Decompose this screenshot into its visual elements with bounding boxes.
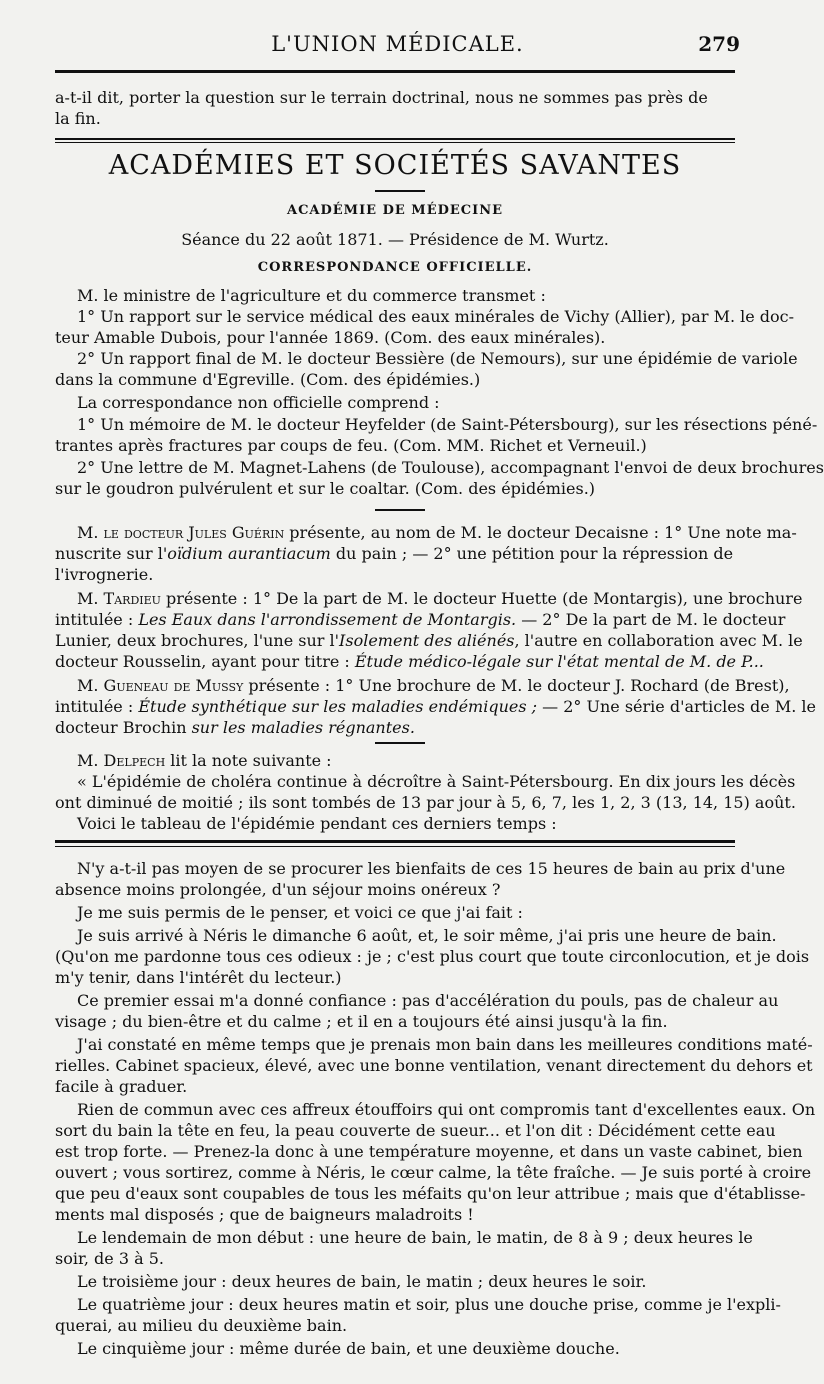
text-line xyxy=(55,651,764,672)
text-line: Je suis arrivé à Néris le dimanche 6 août, et, le soir même, j'ai pris une heure de bain. xyxy=(77,926,777,945)
text-line xyxy=(55,588,803,609)
speaker-name: M. Delpech xyxy=(77,751,166,770)
text-line: Le quatrième jour : deux heures matin et soir, plus une douche prise, comme je l'expli- xyxy=(77,1295,781,1314)
text-line: que peu d'eaux sont coupables de tous les méfaits qu'on leur attribue ; mais que d'établisse- xyxy=(55,1184,806,1203)
text-run: lit la note suivante : xyxy=(165,751,332,770)
italic-text: Les Eaux dans l'arrondissement de Montargis. xyxy=(138,610,517,629)
text-line: facile à graduer. xyxy=(55,1077,188,1096)
text-line: ont diminué de moitié ; ils sont tombés de 13 par jour à 5, 6, 7, les 1, 2, 3 (13, 14, 15) août. xyxy=(55,793,796,812)
text-run: intitulée : xyxy=(55,697,139,716)
text-line xyxy=(55,750,757,771)
correspondence-heading: CORRESPONDANCE OFFICIELLE. xyxy=(257,260,533,275)
text-line: Rien de commun avec ces affreux étouffoirs qui ont compromis tant d'excellentes eaux. On xyxy=(77,1100,816,1119)
text-line: Le troisième jour : deux heures de bain, le matin ; deux heures le soir. xyxy=(77,1272,647,1291)
text-line: N'y a-t-il pas moyen de se procurer les bienfaits de ces 15 heures de bain au prix d'une xyxy=(77,859,786,878)
text-line: M. le ministre de l'agriculture et du commerce transmet : xyxy=(77,286,546,305)
header-rule xyxy=(55,70,735,73)
section-rule xyxy=(55,138,735,140)
italic-text: Étude synthétique sur les maladies endémiques ; xyxy=(138,697,538,716)
text-line: Je me suis permis de le penser, et voici ce que j'ai fait : xyxy=(77,903,523,922)
text-line xyxy=(55,630,803,651)
text-line xyxy=(55,717,735,738)
text-line: La correspondance non officielle comprend : xyxy=(77,393,440,412)
text-line: Le lendemain de mon début : une heure de bain, le matin, de 8 à 9 ; deux heures le xyxy=(77,1228,753,1247)
text-run: présente, au nom de M. le docteur Decaisne : 1° Une note ma- xyxy=(284,523,797,542)
text-line: Ce premier essai m'a donné confiance : pas d'accélération du pouls, pas de chaleur au xyxy=(77,991,779,1010)
intro-line: a-t-il dit, porter la question sur le terrain doctrinal, nous ne sommes pas près de xyxy=(55,88,708,107)
text-line xyxy=(55,522,797,543)
academy-heading: ACADÉMIE DE MÉDECINE xyxy=(286,203,503,218)
page-number: 279 xyxy=(698,32,740,56)
text-line: 2° Un rapport final de M. le docteur Bessière (de Nemours), sur une épidémie de variole xyxy=(77,349,798,368)
text-line: 1° Un rapport sur le service médical des eaux minérales de Vichy (Allier), par M. le doc- xyxy=(77,307,795,326)
text-line xyxy=(55,675,790,696)
italic-text: Isolement des aliénés xyxy=(339,631,515,650)
text-line: querai, au milieu du deuxième bain. xyxy=(55,1316,348,1335)
text-run: docteur Rousselin, ayant pour titre : xyxy=(55,652,355,671)
intro-line: la fin. xyxy=(55,109,101,128)
text-run: présente : 1° De la part de M. le docteur Huette (de Montargis), une brochure xyxy=(160,589,803,608)
speaker-name: M. le docteur Jules Guérin xyxy=(77,523,285,542)
running-header xyxy=(55,32,740,62)
feuilleton-rule xyxy=(55,846,735,847)
text-line: Le cinquième jour : même durée de bain, et une deuxième douche. xyxy=(77,1339,620,1358)
text-line: teur Amable Dubois, pour l'année 1869. (Com. des eaux minérales). xyxy=(55,328,606,347)
text-line: sort du bain la tête en feu, la peau couverte de sueur... et l'on dit : Décidément cette eau xyxy=(55,1121,776,1140)
text-line: soir, de 3 à 5. xyxy=(55,1249,164,1268)
seance-line: Séance du 22 août 1871. — Présidence de M. Wurtz. xyxy=(181,230,609,249)
text-run: — 2° Une série d'articles de M. le xyxy=(537,697,816,716)
text-run: — 2° De la part de M. le docteur xyxy=(516,610,786,629)
section-rule xyxy=(55,142,735,143)
text-line: J'ai constaté en même temps que je prenais mon bain dans les meilleures conditions maté- xyxy=(77,1035,813,1054)
text-line: m'y tenir, dans l'intérêt du lecteur.) xyxy=(55,968,342,987)
text-line xyxy=(55,696,816,717)
italic-text: oïdium aurantiacum xyxy=(167,544,331,563)
text-line: absence moins prolongée, d'un séjour moins onéreux ? xyxy=(55,880,501,899)
short-rule xyxy=(375,742,425,744)
section-title: ACADÉMIES ET SOCIÉTÉS SAVANTES xyxy=(108,150,682,181)
text-run: , l'autre en collaboration avec M. le xyxy=(514,631,803,650)
text-line xyxy=(55,609,786,630)
text-line: ments mal disposés ; que de baigneurs maladroits ! xyxy=(55,1205,474,1224)
journal-title: L'UNION MÉDICALE. xyxy=(271,32,524,56)
text-line: trantes après fractures par coups de feu. (Com. MM. Richet et Verneuil.) xyxy=(55,436,647,455)
text-line: sur le goudron pulvérulent et sur le coaltar. (Com. des épidémies.) xyxy=(55,479,596,498)
text-line: ouvert ; vous sortirez, comme à Néris, le cœur calme, la tête fraîche. — Je suis porté à croire xyxy=(55,1163,812,1182)
short-rule xyxy=(375,190,425,192)
text-run: nuscrite sur l' xyxy=(55,544,168,563)
text-line xyxy=(55,543,735,564)
text-line: (Qu'on me pardonne tous ces odieux : je ; c'est plus court que toute circonlocution, et je dois xyxy=(55,947,810,966)
text-line: « L'épidémie de choléra continue à décroître à Saint-Pétersbourg. En dix jours les décès xyxy=(77,772,796,791)
text-line: Voici le tableau de l'épidémie pendant ces derniers temps : xyxy=(77,814,557,833)
speaker-name: M. Gueneau de Mussy xyxy=(77,676,244,695)
short-rule xyxy=(375,509,425,511)
text-line: dans la commune d'Egreville. (Com. des épidémies.) xyxy=(55,370,481,389)
speaker-name: M. Tardieu xyxy=(77,589,161,608)
text-line: rielles. Cabinet spacieux, élevé, avec une bonne ventilation, venant directement du dehors et xyxy=(55,1056,813,1075)
text-run: Lunier, deux brochures, l'une sur l' xyxy=(55,631,340,650)
text-run: présente : 1° Une brochure de M. le docteur J. Rochard (de Brest), xyxy=(243,676,790,695)
text-line: est trop forte. — Prenez-la donc à une température moyenne, et dans un vaste cabinet, bien xyxy=(55,1142,803,1161)
text-line: 2° Une lettre de M. Magnet-Lahens (de Toulouse), accompagnant l'envoi de deux brochures xyxy=(77,458,824,477)
text-run: intitulée : xyxy=(55,610,139,629)
italic-text: sur les maladies régnantes. xyxy=(191,718,415,737)
text-run: du pain ; — 2° une pétition pour la répression de xyxy=(330,544,734,563)
italic-text: Étude médico-légale sur l'état mental de M. de P... xyxy=(354,652,764,671)
text-line: 1° Un mémoire de M. le docteur Heyfelder (de Saint-Pétersbourg), sur les résections péné- xyxy=(77,415,818,434)
text-line: l'ivrognerie. xyxy=(55,565,154,584)
text-run: docteur Brochin xyxy=(55,718,192,737)
text-line: visage ; du bien-être et du calme ; et il en a toujours été ainsi jusqu'à la fin. xyxy=(55,1012,668,1031)
feuilleton-rule xyxy=(55,840,735,843)
